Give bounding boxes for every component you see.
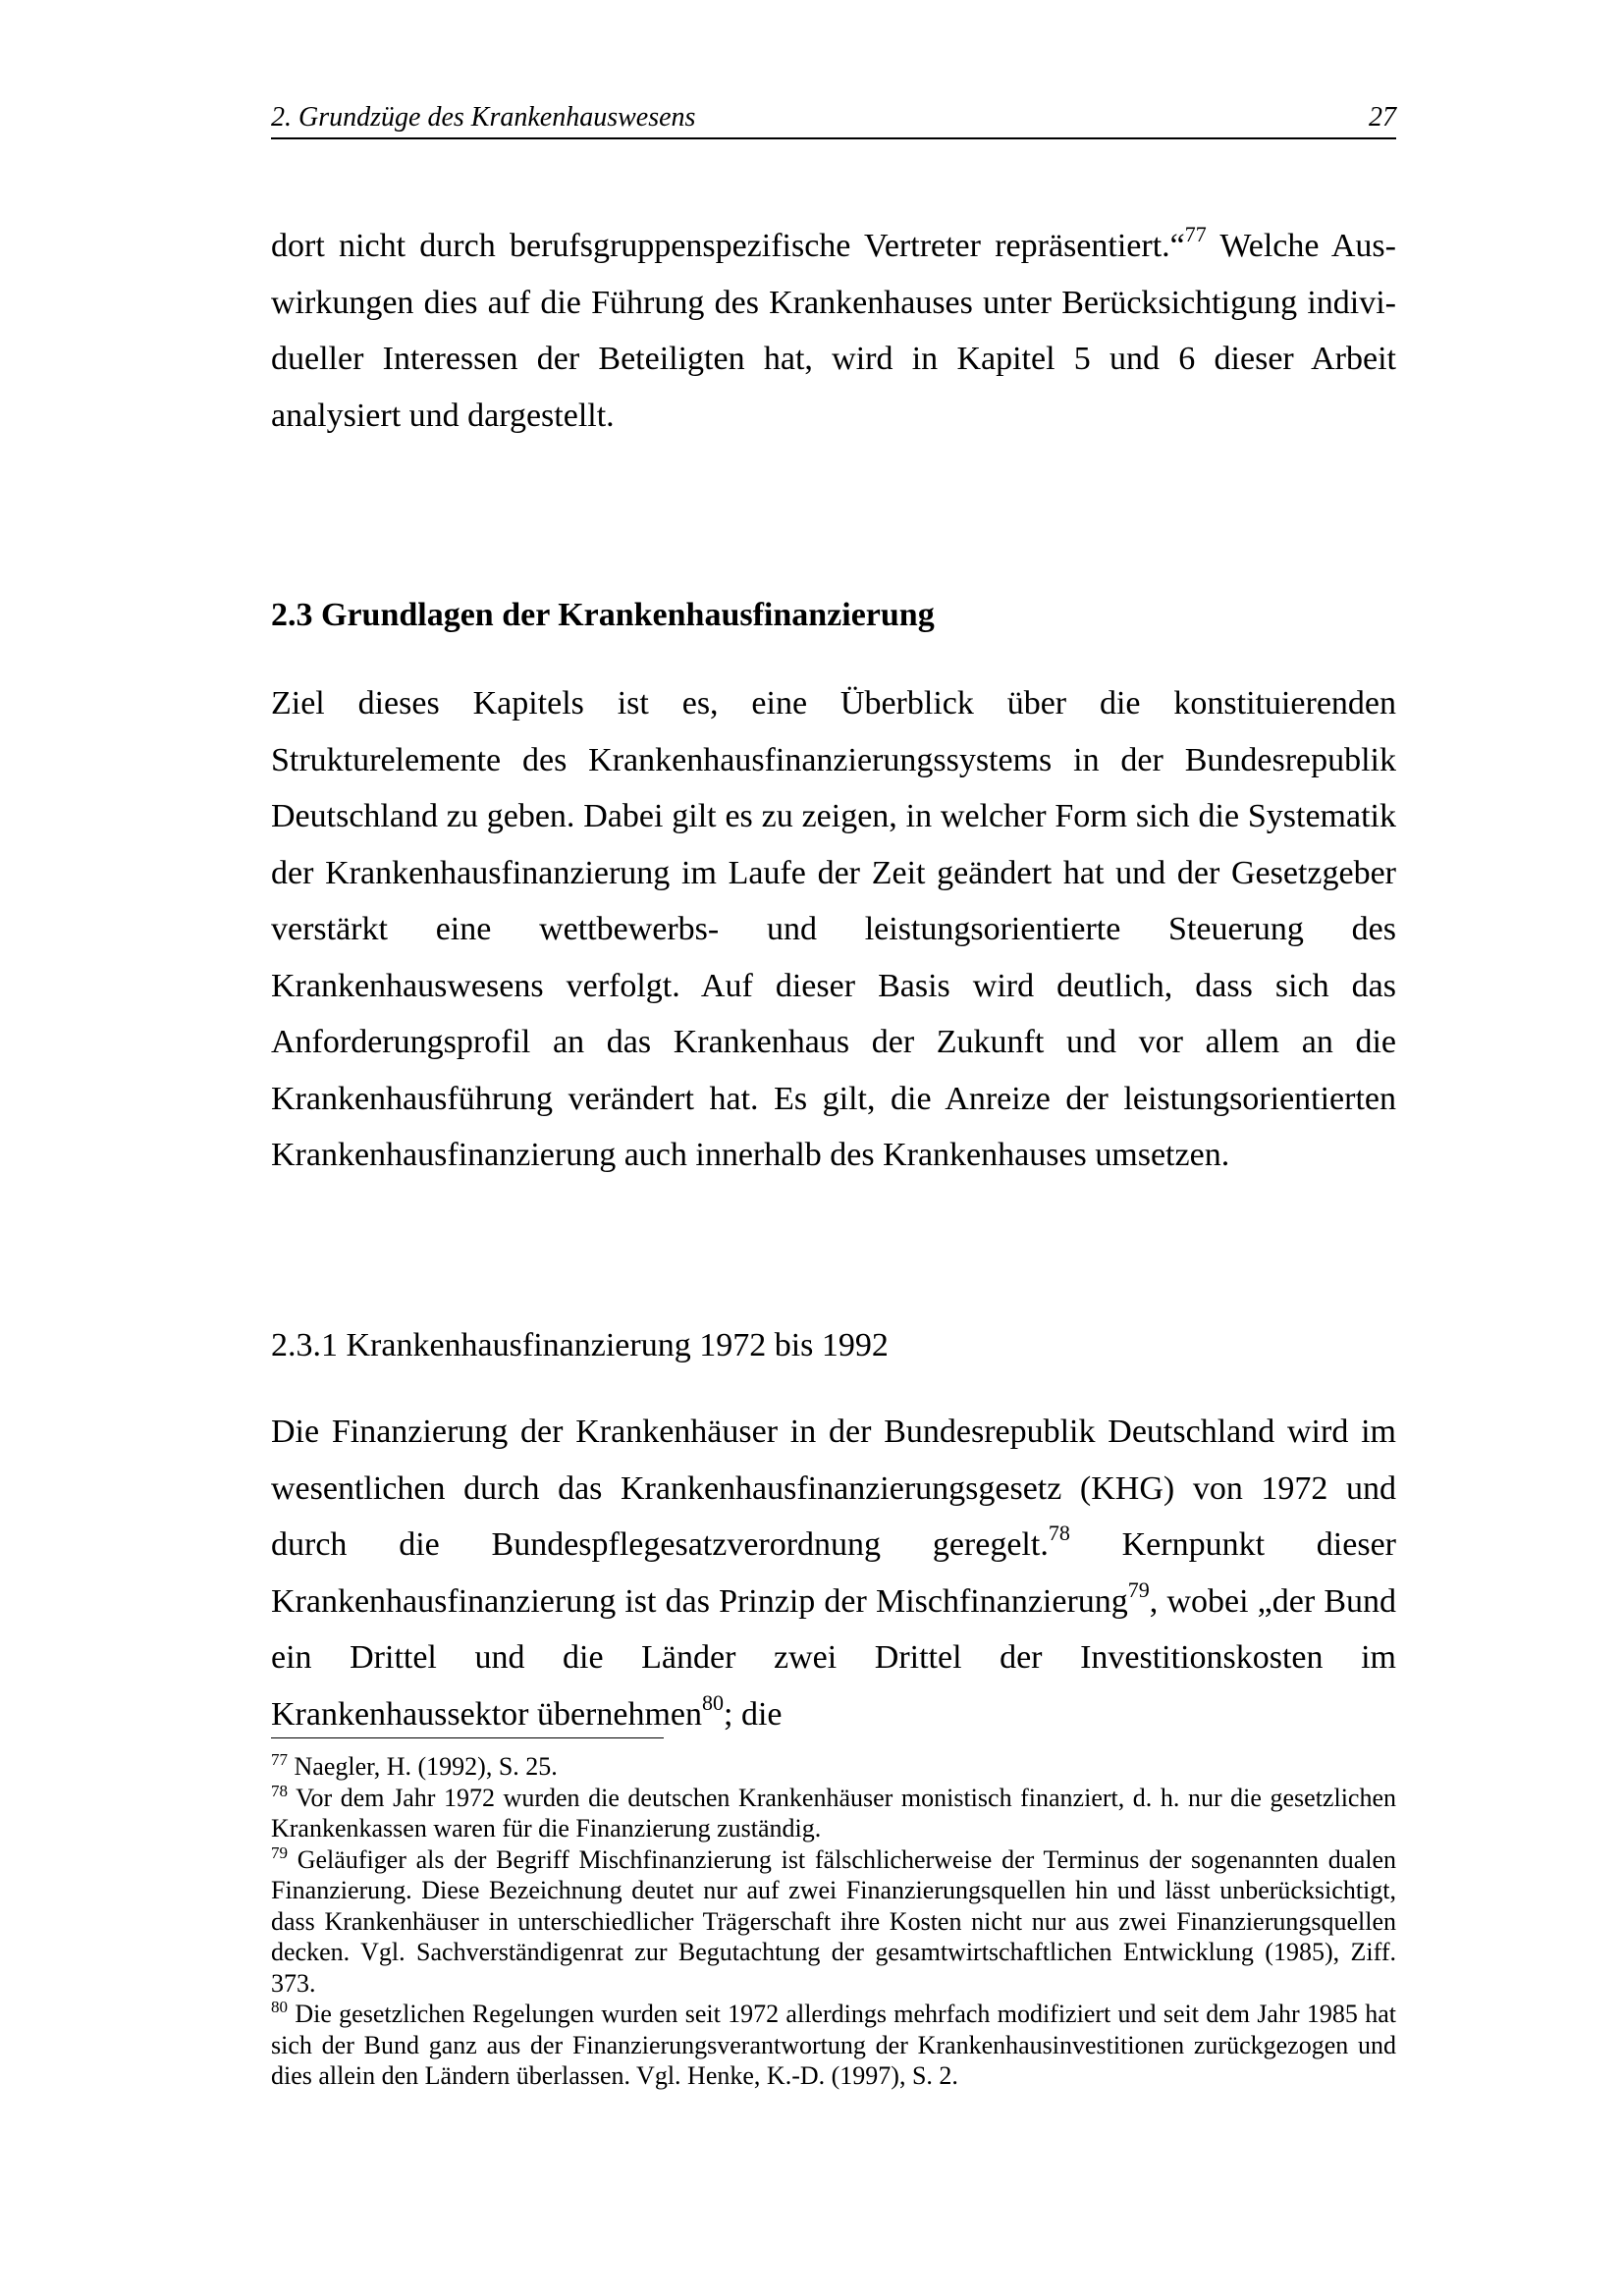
- intro-paragraph: [271, 218, 1396, 444]
- page-number: 27: [1369, 102, 1396, 133]
- footnote-ref-79[interactable]: 79: [1127, 1576, 1150, 1602]
- footnotes: [271, 1751, 1396, 2092]
- footnote-item: [271, 1999, 1396, 2092]
- subsection-heading: 2.3.1 Krankenhausfinanzierung 1972 bis 1992: [271, 1327, 889, 1363]
- footnote-number: 79: [271, 1842, 288, 1862]
- footnote-item: [271, 1783, 1396, 1844]
- intro-text-1: dort nicht durch berufsgruppenspezifische Vertreter repräsentiert.“: [271, 228, 1185, 264]
- footnote-ref-80[interactable]: 80: [702, 1689, 725, 1715]
- footnote-number: 77: [271, 1750, 288, 1769]
- sub-text-4: ; die: [724, 1695, 783, 1733]
- footnote-number: 80: [271, 1998, 288, 2016]
- footnote-text: Geläufiger als der Begriff Mischfinanzierung ist fälschlicherweise der Terminus der sogenannten dualen Finanzierung. Diese Bezeichnung deutet nur auf zwei Finanzierungsquellen hin und lässt unberücksichtigt, dass Krankenhäuser in unterschiedlicher Trägerschaft ihre Kosten nicht nur aus zwei Finanzierungsquellen decken. Vgl. Sachverständigenrat zur Begutachtung der gesamtwirtschaftlichen Entwicklung (1985), Ziff. 373.: [271, 1844, 1396, 1998]
- footnote-text: Vor dem Jahr 1972 wurden die deutschen Krankenhäuser monistisch finanziert, d. h. nur die gesetzlichen Krankenkassen waren für die Finanzierung zuständig.: [271, 1783, 1396, 1842]
- footnote-text: Naegler, H. (1992), S. 25.: [294, 1752, 558, 1781]
- footnote-text: Die gesetzlichen Regelungen wurden seit 1972 allerdings mehrfach modifiziert und seit dem Jahr 1985 hat sich der Bund ganz aus der Finanzierungsverantwortung der Krankenhausinvestitionen zurückgezogen und dies allein den Ländern überlassen. Vgl. Henke, K.-D. (1997), S. 2.: [271, 2000, 1397, 2090]
- subsection-paragraph: [271, 1404, 1396, 1742]
- running-title: 2. Grundzüge des Krankenhauswesens: [271, 102, 696, 133]
- sub-text-1: Die Finanzierung der Krankenhäuser in der Bundesrepublik Deutschland wird im wesentlichen durch das Krankenhausfinanzierungsgesetz (KHG) von 1972 und durch die Bundespflegesatzverordnung geregelt.: [271, 1414, 1396, 1563]
- footnote-item: [271, 1751, 1396, 1783]
- intro-text-2: Welche Auswirkungen dies auf die Führung des Krankenhauses unter Berücksichtigung individueller Interessen der Beteiligten hat, wird in Kapitel 5 und 6 dieser Arbeit analysiert und dargestellt.: [271, 228, 1396, 434]
- running-header: [271, 98, 1396, 139]
- section-heading: 2.3 Grundlagen der Krankenhausfinanzierung: [271, 597, 935, 633]
- footnote-separator: [271, 1737, 664, 1738]
- section-paragraph: Ziel dieses Kapitels ist es, eine Überblick über die konstituierenden Strukturelemente des Krankenhausfinanzierungssystems in der Bundesrepublik Deutschland zu geben. Dabei gilt es zu zeigen, in welcher Form sich die Systematik der Krankenhausfinanzierung im Laufe der Zeit geändert hat und der Gesetzgeber verstärkt eine wettbewerbs- und leistungsorientierte Steuerung des Krankenhauswesens verfolgt. Auf dieser Basis wird deutlich, dass sich das Anforderungsprofil an das Krankenhaus der Zukunft und vor allem an die Krankenhausführung verändert hat. Es gilt, die Anreize der leistungsorientierten Krankenhausfinanzierung auch innerhalb des Krankenhauses umsetzen.: [271, 685, 1396, 1173]
- footnote-number: 78: [271, 1781, 288, 1800]
- footnote-ref-78[interactable]: 78: [1048, 1521, 1070, 1545]
- footnote-item: [271, 1844, 1396, 2000]
- footnote-ref-77[interactable]: 77: [1184, 222, 1207, 246]
- sub-text-2: Kernpunkt dieser Krankenhausfinanzierung ist das Prinzip der Mischfinanzierung: [271, 1526, 1396, 1620]
- sub-text-3: , wobei „der Bund ein Drittel und die Länder zwei Drittel der Investitionskosten im Krankenhaussektor übernehmen: [271, 1582, 1396, 1733]
